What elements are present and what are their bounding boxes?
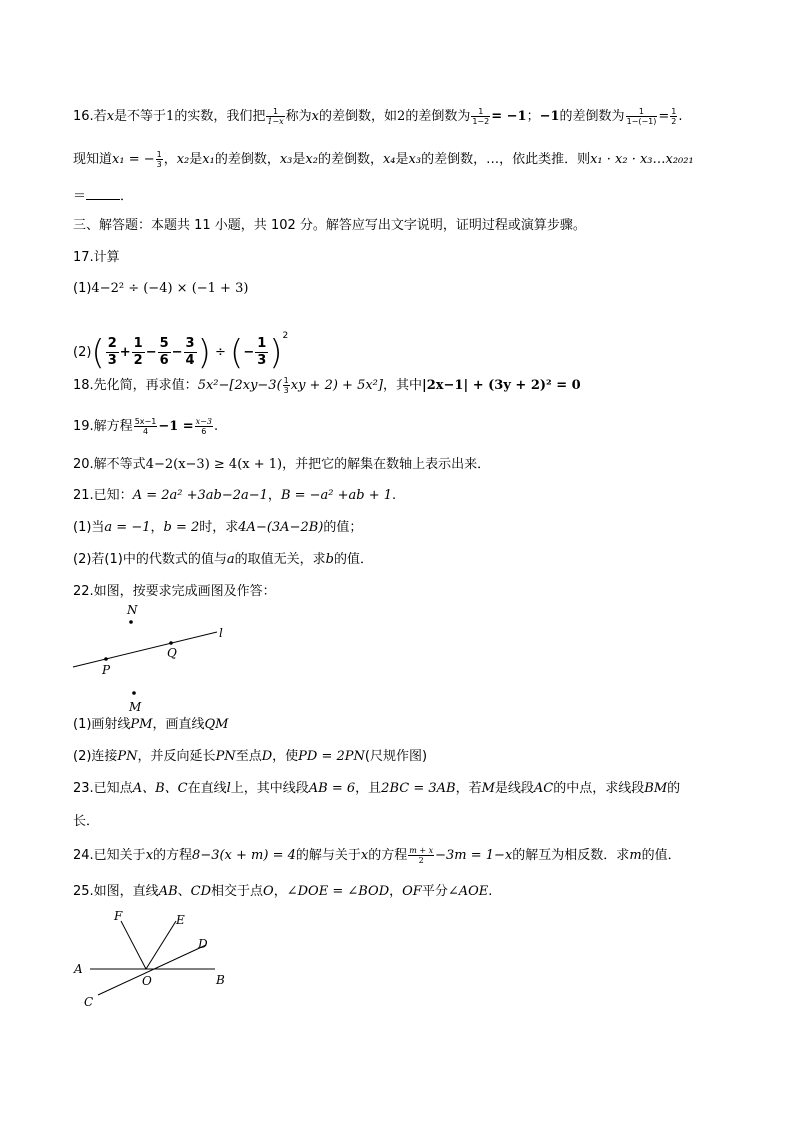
q21-expr: a = −1: [104, 520, 151, 535]
q24-text: 的解互为相反数．求: [512, 848, 630, 863]
point-p: [104, 657, 108, 661]
q16-text: 是: [292, 152, 306, 167]
q16-var-x: x: [106, 109, 115, 124]
q16-text: 是: [395, 152, 409, 167]
q16-line1: [73, 107, 683, 127]
q24-var: x: [145, 848, 154, 863]
q23-line2: 长．: [73, 814, 100, 829]
q16-var: x₄: [382, 152, 396, 167]
q20: [73, 455, 490, 475]
label-n: N: [127, 603, 138, 617]
q19-text: .: [213, 419, 219, 434]
op: −: [145, 345, 157, 360]
label-c: C: [84, 995, 94, 1009]
q25-var: O: [263, 884, 274, 899]
q21-text: 21.已知：: [73, 488, 133, 503]
frac: $\frac{1}{3}$: [283, 376, 289, 395]
q18-text: ，其中: [382, 378, 422, 393]
q21-text: (1)当: [73, 520, 105, 535]
q25-text: ，: [389, 884, 403, 899]
q17-title: 17.计算: [73, 250, 120, 265]
q25-text: 、: [177, 884, 191, 899]
q23-text: 是线段: [494, 781, 534, 796]
q22-text: (尺规作图): [364, 749, 428, 764]
q20-expr: 4−2(x−3) ≥ 4(x + 1): [145, 457, 283, 472]
q23-var: A、B、C: [132, 781, 188, 796]
q16-text: 是不等于: [114, 109, 167, 124]
label-p: P: [102, 663, 111, 677]
q16-text: ，: [163, 152, 177, 167]
q16-text: 的实数，我们把: [174, 109, 266, 124]
q24-text: 的方程: [368, 848, 408, 863]
q23-expr: AB = 6: [308, 781, 356, 796]
q23-expr: 2BC = 3AB: [381, 781, 456, 796]
q16-var: x₃: [279, 152, 293, 167]
q23-line1: [73, 779, 680, 799]
q21-line1: [73, 486, 396, 506]
q16-frac-4: $\frac{1}{2}$: [671, 107, 677, 126]
q16-num: 1: [166, 109, 175, 124]
q16-var: x₃: [408, 152, 422, 167]
q25-figure: [70, 905, 240, 1015]
label-e: E: [176, 913, 185, 927]
frac: $\frac{x-3}{6}$: [195, 417, 212, 436]
q21-text: .: [392, 488, 397, 503]
q16-var-x: x: [311, 109, 320, 124]
q25-text: ，: [273, 884, 287, 899]
frac: $\frac{3}{4}$: [185, 336, 195, 368]
q16-var: x₂: [305, 152, 318, 167]
q16-product: x₁ · x₂ · x₃…x₂₀₂₁: [590, 152, 694, 167]
q16-x1-def: x₁ = −: [112, 152, 155, 167]
q16-eq: =: [658, 109, 670, 124]
q21-text: 的值；: [323, 520, 363, 535]
q18-expr: 5x²−[2xy−3(: [197, 378, 282, 393]
q24-text: 24.已知关于: [73, 848, 146, 863]
q22-text: (2)连接: [73, 749, 118, 764]
q16-var: x₂: [176, 152, 190, 167]
q16-frac-def: $\frac{1}{1-x}$: [267, 107, 284, 126]
q25: [73, 882, 492, 902]
label-b: B: [216, 973, 225, 987]
point-n: [129, 620, 133, 624]
q16-num: 2: [397, 109, 406, 124]
q25-var: OF: [402, 884, 422, 899]
label-f: F: [114, 909, 123, 923]
q23-text: 的: [667, 781, 681, 796]
op: +: [119, 345, 131, 360]
frac: $\frac{m + x}{2}$: [409, 846, 434, 865]
paren: (: [91, 332, 105, 373]
q21-text: 时，求: [199, 520, 239, 535]
q16-text: 的差倒数，如: [319, 109, 398, 124]
q16-text: ＝: [73, 189, 87, 204]
q17-expr1: 4−2² ÷ (−4) × (−1 + 3): [91, 281, 249, 296]
q16-num: −1: [539, 109, 560, 124]
q16-result: = −1: [491, 109, 527, 124]
q23-text: 23.已知点: [73, 781, 133, 796]
q16-frac-3: $\frac{1}{1-(-1)}$: [626, 107, 657, 126]
answer-blank[interactable]: [86, 187, 120, 200]
q16-var: x₁: [202, 152, 215, 167]
q25-expr: ∠DOE = ∠BOD: [286, 884, 390, 899]
q25-expr: ∠AOE: [447, 884, 489, 899]
q16-text: 16.若: [73, 109, 107, 124]
q24-var: m: [629, 848, 642, 863]
q22-part1: [73, 715, 228, 735]
q24-text: 的值．: [641, 848, 681, 863]
q24-text: 的方程: [153, 848, 193, 863]
q20-text: ，并把它的解集在数轴上表示出来．: [282, 457, 491, 472]
q24-text: 的解与关于: [295, 848, 361, 863]
line-cd: [98, 945, 206, 995]
ray-of: [121, 921, 146, 969]
q16-line2: [73, 150, 694, 170]
q24: [73, 846, 681, 866]
q23-text: ，且: [355, 781, 382, 796]
q17-label: (1): [73, 281, 92, 296]
q16-text: ．: [120, 189, 134, 204]
q25-var: CD: [190, 884, 212, 899]
q21-line2: [73, 518, 362, 538]
q21-line3: [73, 550, 373, 570]
q17-label: (2): [73, 345, 92, 360]
q24-var: x: [360, 848, 369, 863]
q25-var: AB: [158, 884, 178, 899]
label-m: M: [129, 700, 142, 714]
q16-text: 是: [189, 152, 203, 167]
label-d: D: [198, 937, 208, 951]
q22-text: (1)画射线: [73, 717, 131, 732]
label-l: l: [219, 626, 223, 640]
q16-line3: [73, 187, 133, 207]
q16-text: .: [678, 109, 683, 124]
q22-text: 至点: [235, 749, 262, 764]
op: ÷: [215, 345, 226, 360]
paren: (: [230, 332, 244, 373]
q25-text: 平分: [421, 884, 448, 899]
section3-heading: 三、解答题：本题共 11 小题，共 102 分。解答应写出文字说明，证明过程或演算步骤。: [73, 218, 586, 233]
q25-text: 相交于点: [211, 884, 264, 899]
exponent: 2: [282, 331, 289, 341]
q21-var: b: [325, 552, 334, 567]
q22-title: 22.如图，按要求完成画图及作答：: [73, 584, 276, 599]
q18: [73, 376, 581, 396]
q18-expr: xy + 2) + 5x²]: [290, 378, 383, 393]
point-q: [169, 641, 173, 645]
q23-var: l: [226, 781, 231, 796]
q24-expr: −3m = 1−x: [435, 848, 513, 863]
q22-var: D: [261, 749, 273, 764]
label-a: A: [74, 962, 83, 976]
q24-expr: 8−3(x + m) = 4: [192, 848, 296, 863]
q23-var: BM: [644, 781, 668, 796]
q16-frac-5: $\frac{1}{3}$: [156, 150, 162, 169]
q20-text: 20.解不等式: [73, 457, 146, 472]
frac: $\frac{5}{6}$: [159, 336, 169, 368]
q17-part2: [73, 318, 288, 371]
q22-var: PN: [117, 749, 138, 764]
q22-var: PM: [130, 717, 153, 732]
q16-text: 现知道: [73, 152, 113, 167]
q21-var: a: [226, 552, 235, 567]
label-q: Q: [167, 646, 177, 660]
paren: ): [197, 332, 211, 373]
q22-expr: PD = 2PN: [298, 749, 365, 764]
q22-var: QM: [204, 717, 229, 732]
label-o: O: [142, 974, 152, 988]
q18-condition: |2x−1| + (3y + 2)² = 0: [421, 378, 581, 393]
q16-text: 的差倒数为: [559, 109, 625, 124]
q21-text: 的值．: [333, 552, 373, 567]
q16-text: 的差倒数，…，依此类推．则: [421, 152, 591, 167]
q19: [73, 417, 218, 437]
q21-expr: 4A−(3A−2B): [238, 520, 324, 535]
q16-text: ；: [526, 109, 540, 124]
q16-text: 的差倒数，: [317, 152, 383, 167]
q23-var: AC: [533, 781, 554, 796]
q23-text: 上，其中线段: [230, 781, 309, 796]
q22-var: PN: [215, 749, 236, 764]
q23-text: 的中点，求线段: [553, 781, 645, 796]
frac: $\frac{1}{3}$: [257, 336, 267, 368]
op: −: [243, 345, 255, 360]
q23-text: 在直线: [187, 781, 227, 796]
ray-oe: [146, 921, 176, 969]
q16-frac-2: $\frac{1}{1-2}$: [472, 107, 490, 126]
frac: $\frac{2}{3}$: [107, 336, 117, 368]
q23-text: ，若: [455, 781, 482, 796]
q21-text: ，: [267, 488, 281, 503]
q21-text: ，: [150, 520, 164, 535]
q25-text: .: [488, 884, 493, 899]
q21-expr: B = −a² +ab + 1: [280, 488, 393, 503]
q17-part1: [73, 279, 248, 299]
point-m: [132, 691, 136, 695]
q22-figure: [60, 600, 250, 715]
paren: ): [269, 332, 283, 373]
q16-text: 的差倒数，: [214, 152, 280, 167]
q23-var: M: [481, 781, 495, 796]
q19-expr: −1 =: [158, 419, 194, 434]
q16-text: 称为: [285, 109, 312, 124]
q21-text: (2)若(1)中的代数式的值与: [73, 552, 227, 567]
q22-text: ，使: [272, 749, 299, 764]
q19-text: 19.解方程: [73, 419, 133, 434]
op: −: [171, 345, 183, 360]
q22-part2: [73, 747, 427, 767]
q21-text: 的取值无关，求: [234, 552, 326, 567]
q16-text: 的差倒数为: [405, 109, 471, 124]
q21-expr: b = 2: [163, 520, 200, 535]
q25-text: 25.如图，直线: [73, 884, 159, 899]
frac: $\frac{5x-1}{4}$: [134, 417, 157, 436]
frac: $\frac{1}{2}$: [133, 336, 143, 368]
q18-text: 18.先化简，再求值：: [73, 378, 198, 393]
q22-text: ，并反向延长: [137, 749, 216, 764]
line-l: [73, 632, 217, 667]
q22-text: ，画直线: [152, 717, 205, 732]
q21-expr: A = 2a² +3ab−2a−1: [132, 488, 268, 503]
